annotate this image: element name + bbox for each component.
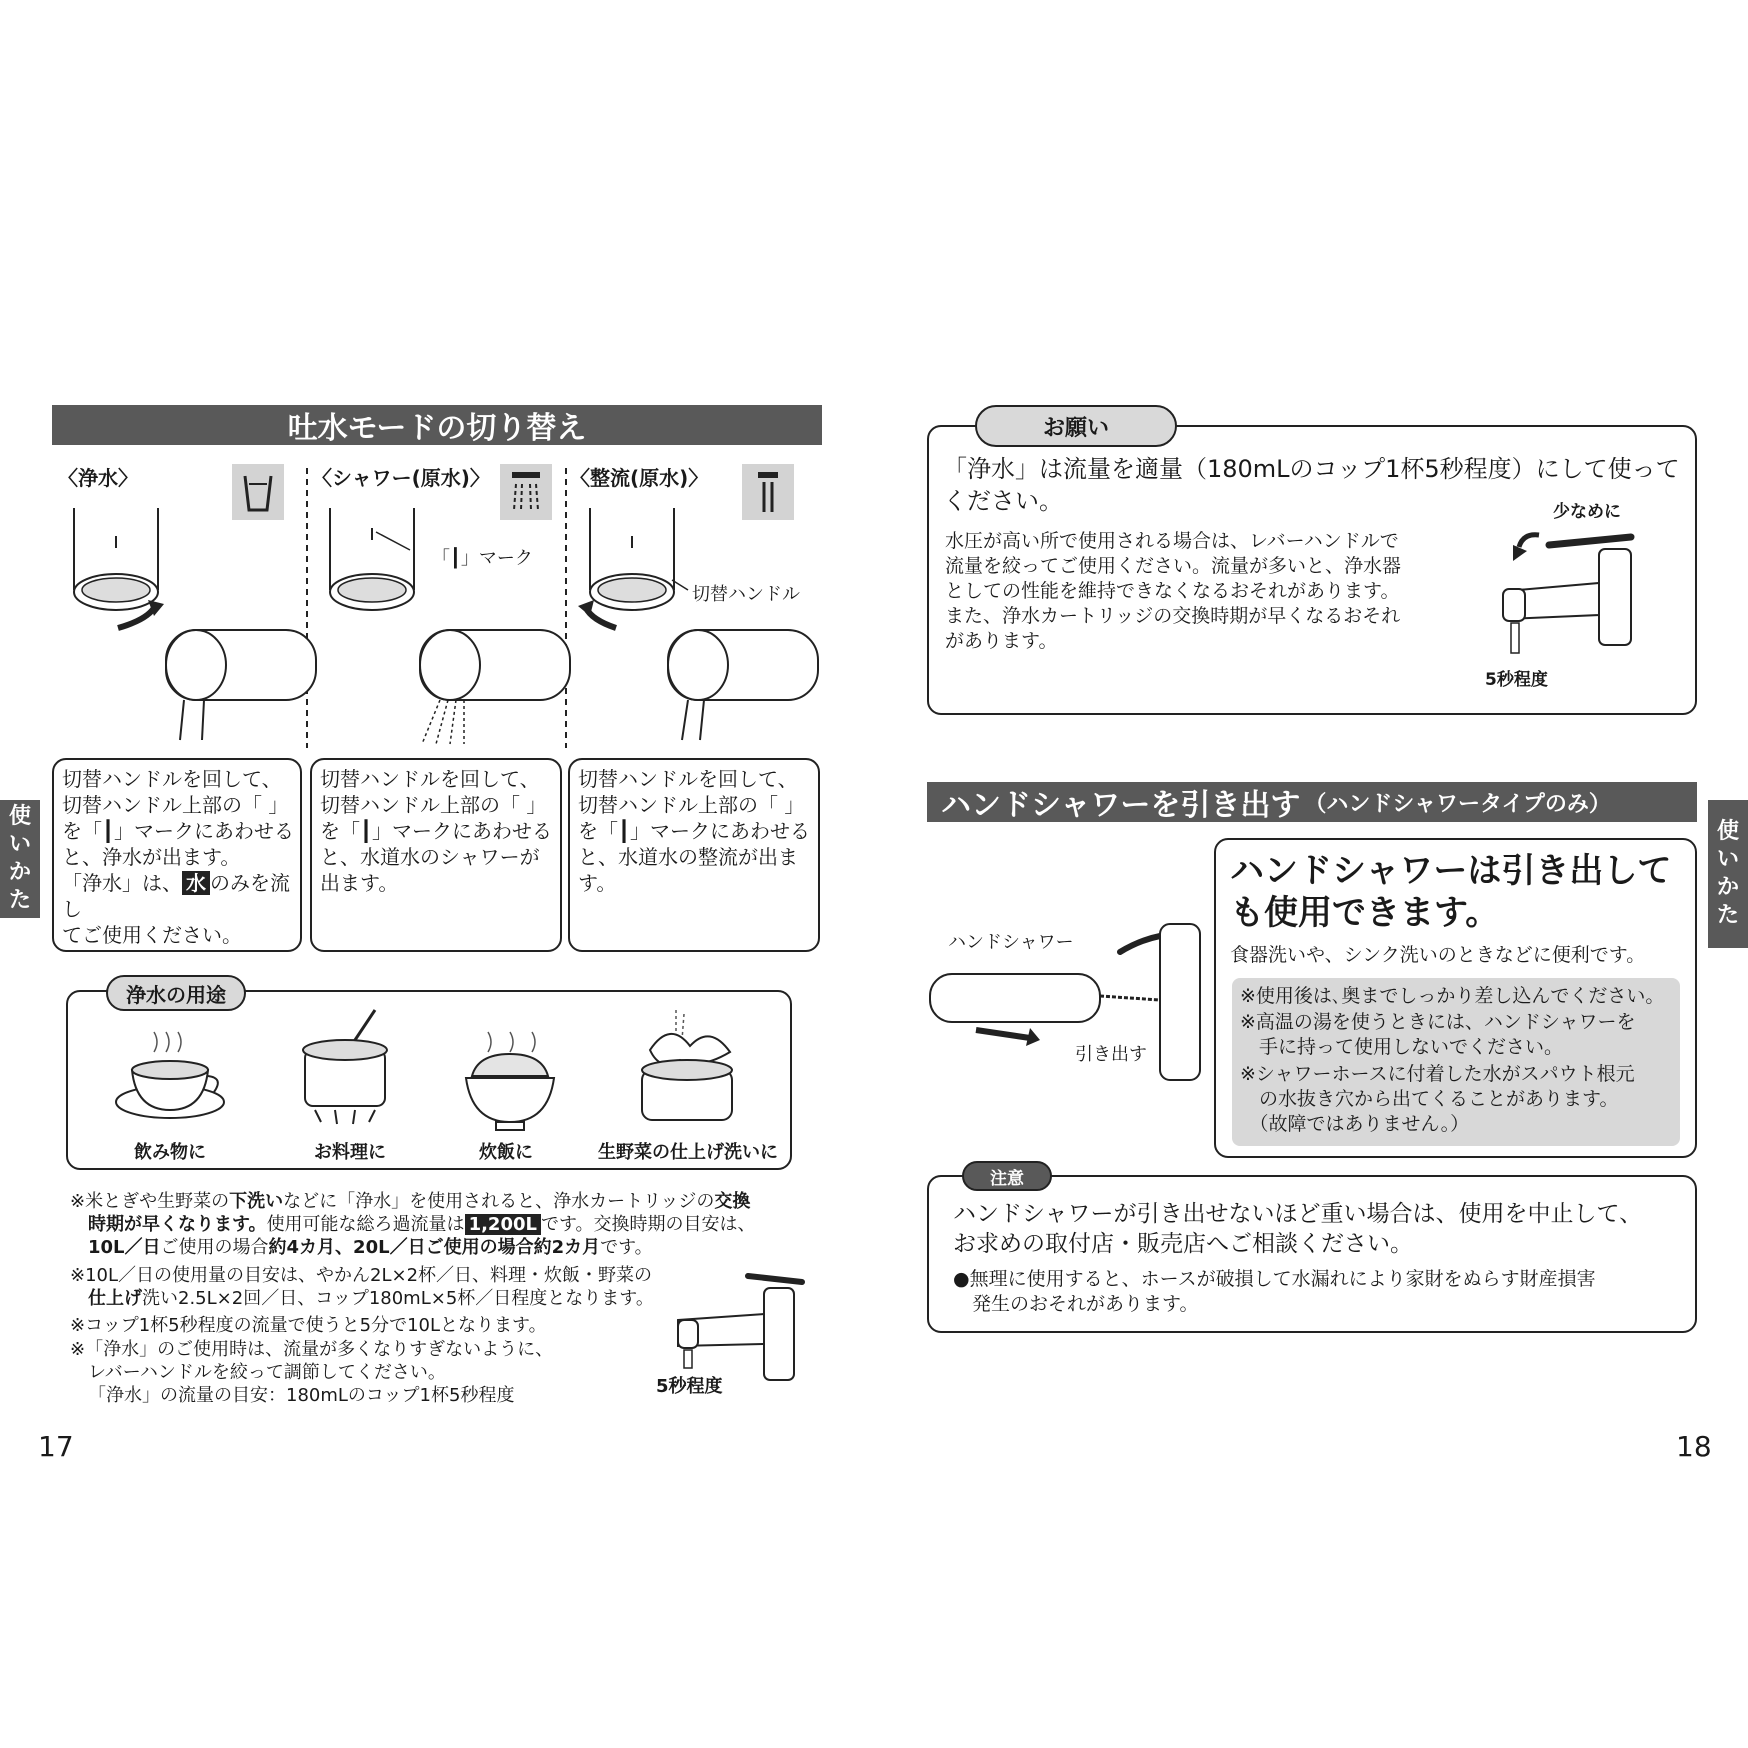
shower-mode-illustration — [310, 500, 570, 750]
note-1-i: ご使用の場合 — [160, 1237, 269, 1258]
note-1-j: 約4カ月、20L／日 — [268, 1237, 426, 1258]
hand-shower-box — [1214, 838, 1697, 1158]
teacup-icon — [110, 1030, 230, 1140]
side-tab-right-char-2: い — [1716, 847, 1739, 872]
shower-mode-box — [310, 758, 562, 952]
hand-shower-headline: ハンドシャワーは引き出して も使用できます。 — [1230, 851, 1672, 933]
side-tab-right-char-4: た — [1716, 903, 1739, 928]
rice-bowl-icon — [458, 1030, 568, 1140]
side-tab-left — [0, 800, 40, 918]
note-1-k: ご使用の場合 — [425, 1237, 534, 1258]
filter-capacity-badge: 1,200L — [465, 1214, 541, 1235]
callout-mark-label: 「┃」マーク — [432, 548, 533, 569]
page-number-right: 18 — [1676, 1430, 1712, 1463]
request-box — [927, 425, 1697, 715]
caution-title-text: 注意 — [990, 1168, 1024, 1189]
use-vegetable-caption: 生野菜の仕上げ洗いに — [598, 1142, 778, 1163]
left-section-banner — [52, 405, 822, 445]
mode-label-straight: 〈整流(原水)〉 — [570, 466, 709, 490]
water-badge: 水 — [182, 871, 210, 895]
request-label-bottom: 5秒程度 — [1485, 670, 1548, 690]
uses-title — [106, 975, 246, 1011]
left-section-title: 吐水モードの切り替え — [287, 411, 587, 446]
side-tab-left-char-2: い — [8, 832, 31, 857]
note-1-f: 使用可能な総ろ過流量は — [266, 1214, 465, 1235]
caution-title — [962, 1161, 1052, 1191]
note-1-h: 10L／日 — [88, 1237, 161, 1258]
side-tab-right-char-1: 使 — [1716, 819, 1739, 844]
right-section-title: ハンドシャワーを引き出す — [941, 788, 1301, 823]
note-1 — [70, 1190, 800, 1259]
caution-main-text: ハンドシャワーが引き出せないほど重い場合は、使用を中止して、 お求めの取付店・販売店へご相談ください。 — [953, 1201, 1643, 1257]
side-tab-right — [1708, 800, 1748, 948]
pure-note-post: のみを流し てご使用ください。 — [62, 871, 290, 947]
caution-bullet-text: ●無理に使用すると、ホースが破損して水漏れにより家財をぬらす財産損害 発生のおそれがあります。 — [953, 1268, 1596, 1315]
use-cooking-caption: お料理に — [314, 1142, 386, 1163]
note-1-l: 約2カ月 — [533, 1237, 601, 1258]
note-1-a: ※米とぎや生野菜の — [70, 1191, 230, 1212]
pure-mode-illustration — [56, 500, 316, 750]
straight-mode-text: 切替ハンドルを回して、 切替ハンドル上部の「 」 を「┃」マークにあわせる と、水道水の整流が出ま す。 — [578, 767, 811, 895]
uses-title-text: 浄水の用途 — [126, 982, 226, 1007]
pure-note-pre: 「浄水」は、 — [62, 871, 182, 895]
request-body-text: 水圧が高い所で使用される場合は、レバーハンドルで 流量を絞ってご使用ください。流量が多いと、浄水器 としての性能を維持できなくなるおそれがあります。 また、浄水カートリッジの交換時期が早くなるおそれ があります。 — [945, 530, 1402, 652]
note-4-b: レバーハンドルを絞って調節してください。 — [88, 1362, 446, 1383]
vegetables-icon — [630, 1010, 750, 1130]
note-1-d: 交換 — [714, 1191, 751, 1212]
note-4 — [70, 1338, 630, 1407]
side-tab-left-char-3: か — [8, 860, 31, 885]
note-1-g: です。交換時期の目安は、 — [540, 1214, 756, 1235]
pure-mode-text: 切替ハンドルを回して、 切替ハンドル上部の「 」 を「┃」マークにあわせる と、浄水が出ます。 — [62, 767, 295, 869]
faucet-request-illustration — [1489, 527, 1669, 667]
request-title-text: お願い — [1042, 415, 1109, 441]
request-title — [975, 405, 1177, 447]
hs-note-3: ※シャワーホースに付着した水がスパウト根元 の水抜き穴から出てくることがあります。 （故障ではありません。） — [1240, 1063, 1635, 1135]
shower-mode-text: 切替ハンドルを回して、 切替ハンドル上部の「 」 を「┃」マークにあわせる と、水道水のシャワーが 出ます。 — [320, 767, 553, 895]
page-number-left: 17 — [38, 1430, 74, 1463]
straight-mode-box — [568, 758, 820, 952]
cooking-pot-icon — [295, 1010, 405, 1130]
note-2-c: 洗い2.5L×2回／日、コップ180mL×5杯／日程度となります。 — [142, 1288, 654, 1309]
note-2-b: 仕上げ — [88, 1288, 142, 1309]
note-4-a: ※「浄水」のご使用時は、流量が多くなりすぎないように、 — [70, 1339, 554, 1360]
pure-mode-box — [52, 758, 302, 952]
request-main-text: 「浄水」は流量を適量（180mLのコップ1杯5秒程度）にして使って ください。 — [943, 455, 1680, 515]
pure-mode-note — [62, 870, 300, 948]
right-section-subtitle: （ハンドシャワータイプのみ） — [1304, 791, 1611, 817]
mode-label-shower: 〈シャワー(原水)〉 — [312, 466, 490, 490]
side-tab-right-char-3: か — [1716, 875, 1739, 900]
use-drink-caption: 飲み物に — [134, 1142, 206, 1163]
note-1-e: 時期が早くなります。 — [88, 1214, 267, 1235]
note-3: ※コップ1杯5秒程度の流量で使うと5分で10Lとなります。 — [70, 1315, 547, 1336]
right-section-banner — [927, 782, 1697, 822]
note-2 — [70, 1264, 690, 1310]
hand-shower-label: ハンドシャワー — [948, 932, 1074, 953]
callout-handle-label: 切替ハンドル — [692, 584, 800, 605]
faucet-small-caption: 5秒程度 — [656, 1376, 723, 1397]
caution-box — [927, 1175, 1697, 1333]
note-2-a: ※10L／日の使用量の目安は、やかん2L×2杯／日、料理・炊飯・野菜の — [70, 1265, 653, 1286]
request-label-top: 少なめに — [1553, 502, 1621, 522]
use-rice-caption: 炊飯に — [479, 1142, 533, 1163]
note-1-m: です。 — [600, 1237, 653, 1258]
side-tab-left-char-4: た — [8, 888, 31, 913]
straight-mode-illustration — [568, 500, 828, 750]
note-4-c: 「浄水」の流量の目安：180mLのコップ1杯5秒程度 — [88, 1385, 515, 1406]
note-1-c: などに「浄水」を使用されると、浄水カートリッジの — [283, 1191, 715, 1212]
hs-note-2: ※高温の湯を使うときには、ハンドシャワーを 手に持って使用しないでください。 — [1240, 1011, 1636, 1058]
hand-shower-notes — [1232, 978, 1680, 1146]
note-1-b: 下洗い — [229, 1191, 284, 1212]
hs-note-1: ※使用後は､奥までしっかり差し込んでください。 — [1240, 985, 1665, 1007]
mode-label-pure: 〈浄水〉 — [58, 466, 138, 490]
pull-out-label: 引き出す — [1075, 1044, 1147, 1065]
hand-shower-description: 食器洗いや、シンク洗いのときなどに便利です。 — [1230, 944, 1646, 966]
side-tab-left-char-1: 使 — [8, 804, 31, 829]
